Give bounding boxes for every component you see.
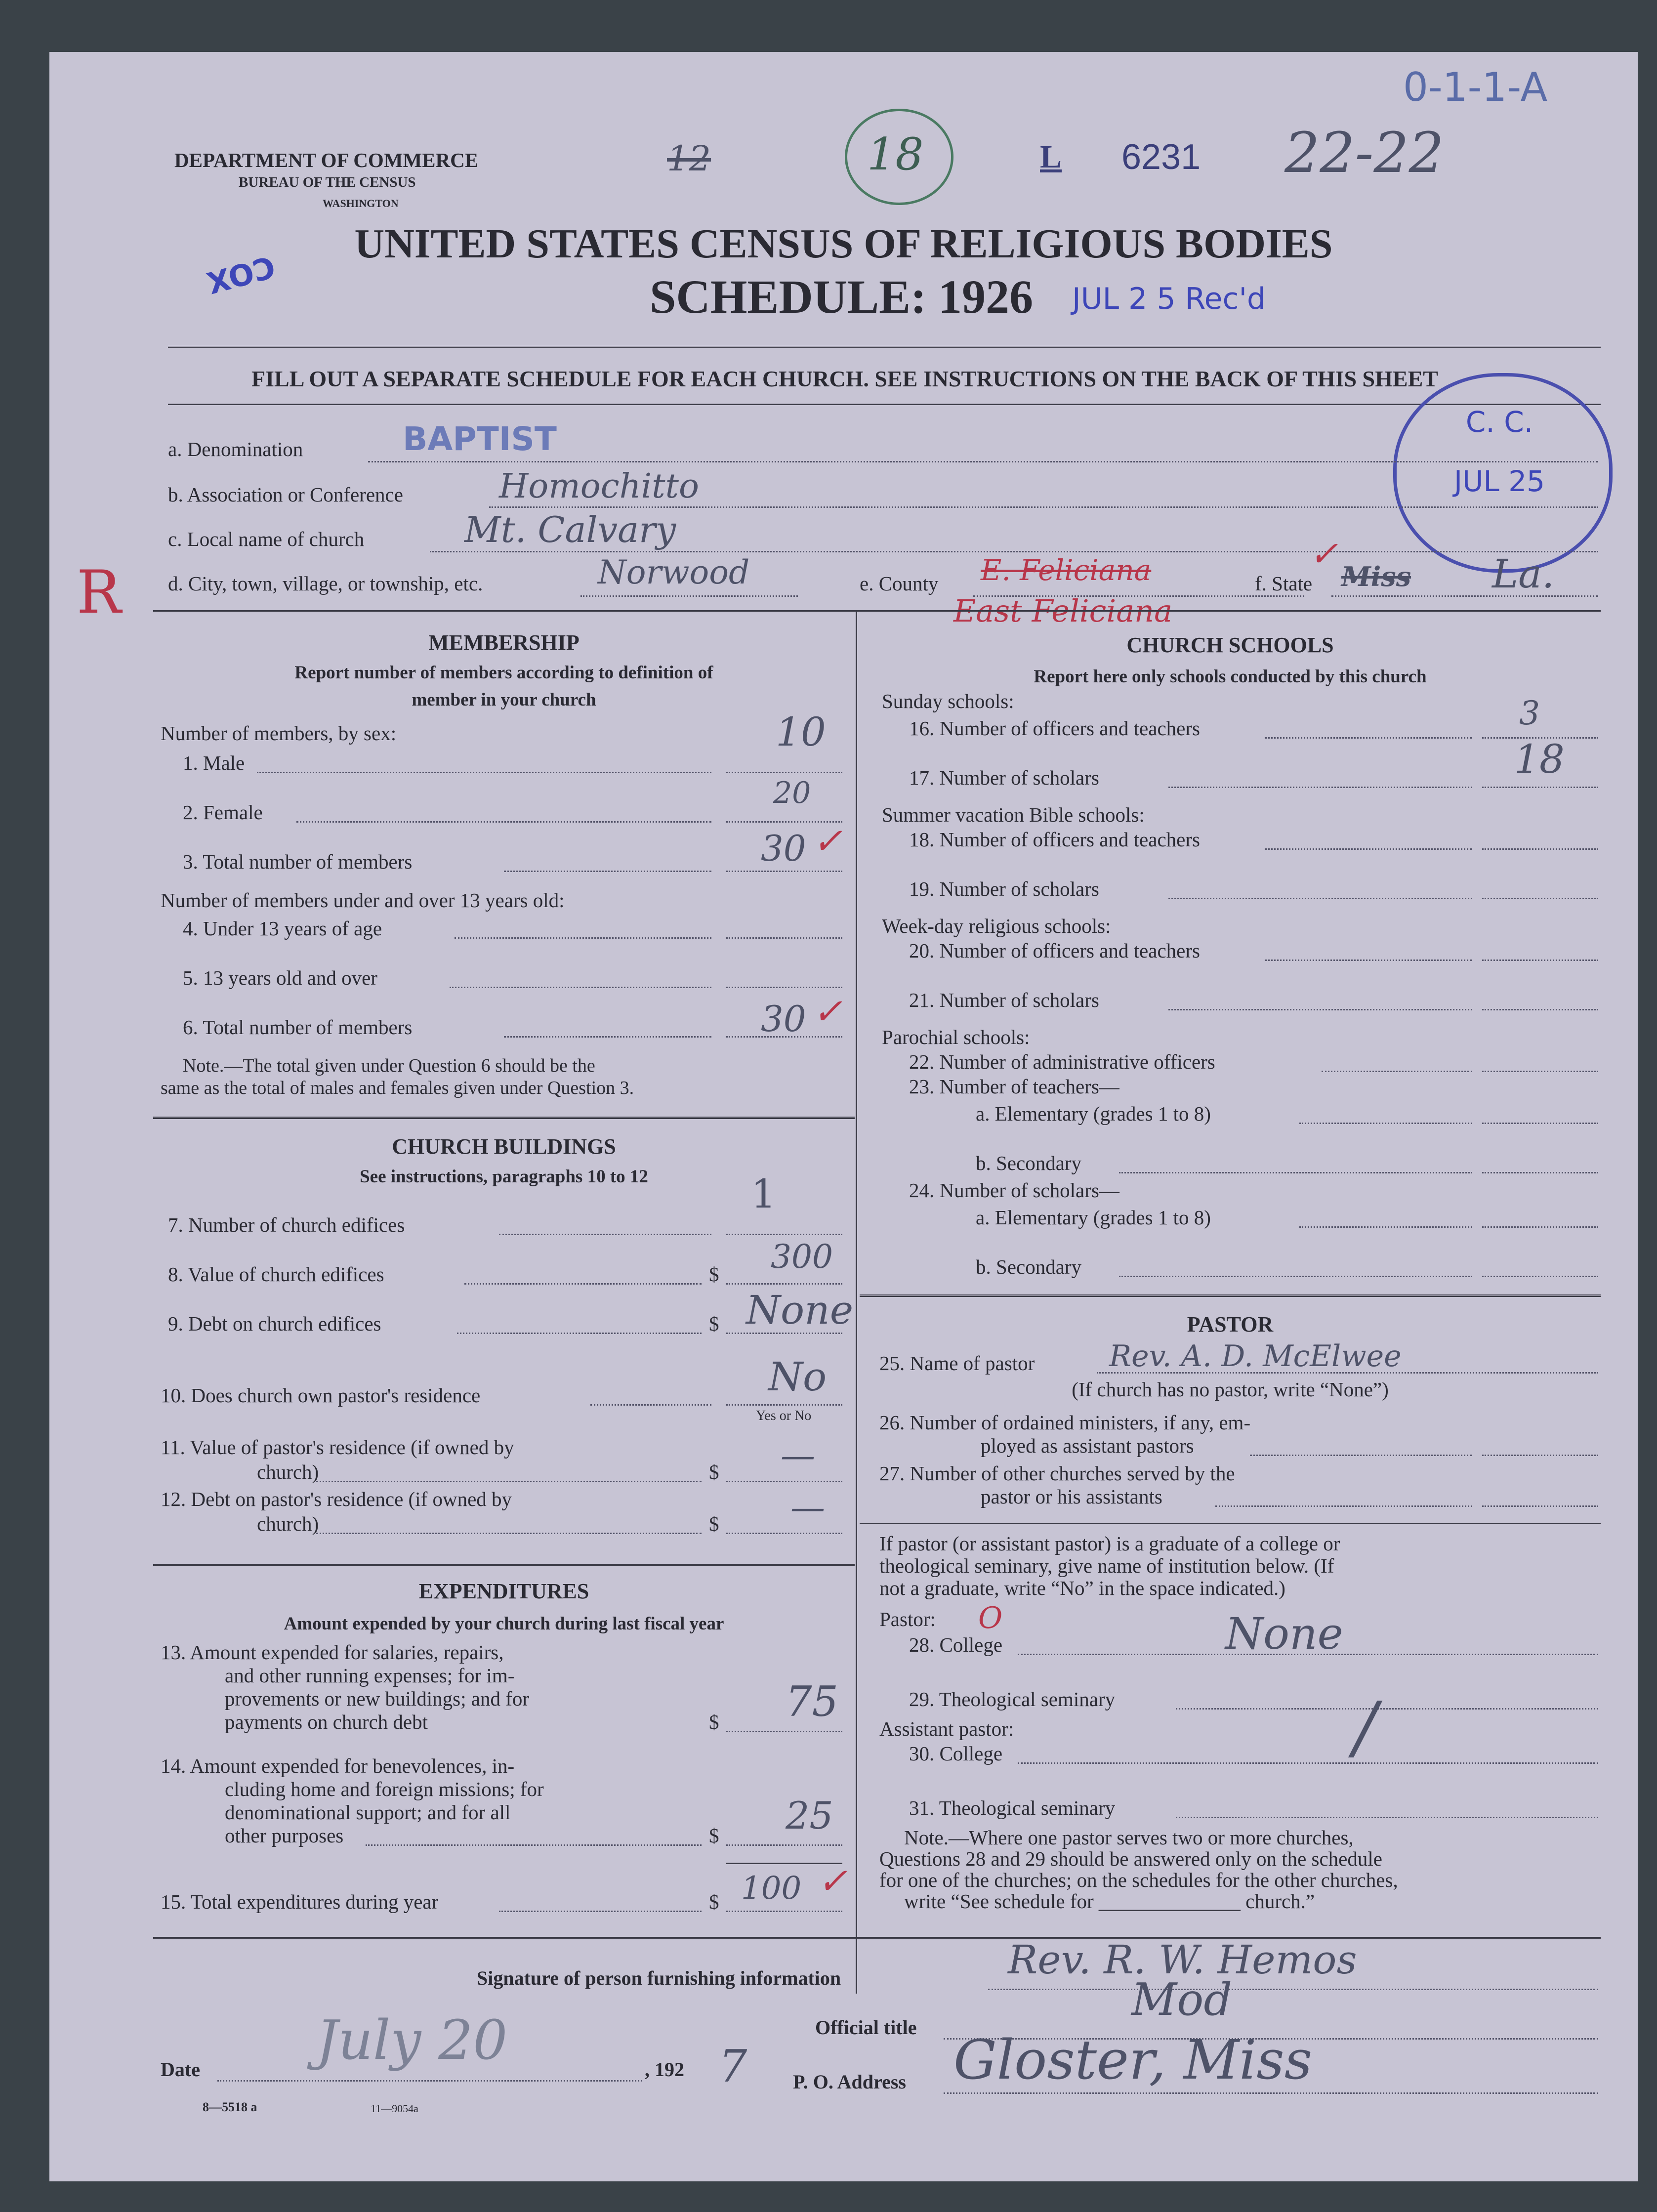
membership-intro-1: Report number of members according to definition of bbox=[294, 663, 713, 683]
buildings-intro: See instructions, paragraphs 10 to 12 bbox=[360, 1167, 648, 1187]
year-digit: 7 bbox=[719, 2041, 747, 2092]
q8-value: 300 bbox=[771, 1238, 833, 1276]
q8-answer-line bbox=[726, 1283, 842, 1285]
instruction-line: FILL OUT A SEPARATE SCHEDULE FOR EACH CHURCH. SEE INSTRUCTIONS ON THE BACK OF THIS SHEET bbox=[251, 366, 1438, 391]
q12-answer-line bbox=[726, 1533, 842, 1534]
received-stamp: JUL 2 5 Rec'd bbox=[1072, 282, 1266, 316]
q10-value: No bbox=[768, 1354, 827, 1400]
church-name-line bbox=[430, 551, 1598, 552]
date-value: July 20 bbox=[316, 2008, 508, 2072]
pastor-rule bbox=[860, 1523, 1601, 1524]
form-number: 6231 bbox=[1121, 137, 1201, 177]
q2-label: 2. Female bbox=[183, 801, 263, 824]
q14-value: 25 bbox=[786, 1794, 833, 1837]
q7-answer-line bbox=[726, 1234, 842, 1235]
date-label: Date bbox=[161, 2058, 200, 2081]
postal-stamp-top: C. C. bbox=[1465, 405, 1533, 439]
denomination-label: a. Denomination bbox=[168, 438, 303, 460]
city-name: WASHINGTON bbox=[323, 197, 399, 209]
q3-label: 3. Total number of members bbox=[183, 850, 413, 873]
pastor-note-2: Questions 28 and 29 should be answered only on the schedule bbox=[879, 1847, 1382, 1870]
q26-line bbox=[1250, 1455, 1472, 1456]
q12-label-a: 12. Debt on pastor's residence (if owned by bbox=[161, 1488, 512, 1510]
q17-label: 17. Number of scholars bbox=[909, 766, 1099, 789]
q30-label: 30. College bbox=[909, 1742, 1003, 1765]
instruction-rule bbox=[168, 404, 1601, 405]
schedule-year: SCHEDULE: 1926 bbox=[650, 270, 1034, 323]
identity-rule bbox=[153, 610, 1601, 612]
schools-intro: Report here only schools conducted by this church bbox=[1034, 667, 1427, 687]
q2-value: 20 bbox=[773, 776, 811, 810]
form-code: 8—5518 a bbox=[203, 2100, 257, 2114]
q13-value: 75 bbox=[786, 1677, 838, 1726]
struck-number: 12 bbox=[667, 138, 711, 179]
association-label: b. Association or Conference bbox=[168, 483, 403, 506]
q23a-line bbox=[1299, 1123, 1472, 1124]
pastor-heading: PASTOR bbox=[1187, 1312, 1274, 1336]
q9-dollar: $ bbox=[709, 1312, 719, 1335]
pastor-mark: O bbox=[978, 1601, 1003, 1635]
buildings-rule bbox=[153, 1564, 855, 1566]
q17-line bbox=[1168, 787, 1472, 788]
membership-heading: MEMBERSHIP bbox=[428, 630, 580, 655]
q20-label: 20. Number of officers and teachers bbox=[909, 939, 1200, 962]
pastor-note-4: write “See schedule for ______________ church.” bbox=[904, 1890, 1315, 1913]
q12-dollar: $ bbox=[709, 1512, 719, 1535]
q14-line bbox=[366, 1844, 702, 1846]
assistant-pastor-label: Assistant pastor: bbox=[879, 1717, 1014, 1740]
city-label: d. City, town, village, or township, etc. bbox=[168, 572, 483, 595]
q24b-line bbox=[1119, 1276, 1472, 1277]
expenditures-intro: Amount expended by your church during last fiscal year bbox=[284, 1614, 724, 1634]
q23b-label: b. Secondary bbox=[976, 1152, 1082, 1174]
q15-line bbox=[499, 1911, 702, 1912]
q27-line bbox=[1215, 1505, 1472, 1507]
q26-label-b: ployed as assistant pastors bbox=[981, 1434, 1194, 1457]
form-prefix: L bbox=[1040, 139, 1062, 175]
q11-label-a: 11. Value of pastor's residence (if owned by bbox=[161, 1436, 514, 1459]
q21-label: 21. Number of scholars bbox=[909, 989, 1099, 1011]
q21-line bbox=[1168, 1009, 1472, 1010]
expenditures-heading: EXPENDITURES bbox=[418, 1579, 589, 1603]
official-title-label: Official title bbox=[815, 2016, 917, 2039]
q12-value: — bbox=[790, 1487, 825, 1528]
q7-label: 7. Number of church edifices bbox=[168, 1213, 405, 1236]
q21-answer-line bbox=[1482, 1009, 1598, 1010]
q15-value: 100 bbox=[741, 1870, 802, 1907]
official-title-value: Mod bbox=[1131, 1974, 1232, 2026]
q23b-answer-line bbox=[1482, 1172, 1598, 1173]
signature-value: Rev. R. W. Hemos bbox=[1008, 1937, 1357, 1983]
summer-schools-label: Summer vacation Bible schools: bbox=[882, 803, 1145, 826]
census-schedule-sheet bbox=[49, 52, 1638, 2181]
q24a-label: a. Elementary (grades 1 to 8) bbox=[976, 1206, 1211, 1229]
q14-label-a: 14. Amount expended for benevolences, in- bbox=[161, 1754, 515, 1777]
print-code: 11—9054a bbox=[371, 2102, 418, 2115]
q7-line bbox=[499, 1234, 711, 1235]
q4-line bbox=[455, 937, 711, 939]
schools-rule bbox=[860, 1294, 1601, 1297]
county-struck-value: E. Feliciana bbox=[981, 553, 1152, 587]
q8-label: 8. Value of church edifices bbox=[168, 1263, 384, 1286]
q15-dollar: $ bbox=[709, 1890, 719, 1913]
q3-line bbox=[504, 871, 711, 872]
q12-line bbox=[316, 1533, 702, 1534]
q29-label: 29. Theological seminary bbox=[909, 1688, 1116, 1711]
county-label: e. County bbox=[860, 572, 939, 595]
members-by-age-label: Number of members under and over 13 years old: bbox=[161, 889, 565, 912]
q16-label: 16. Number of officers and teachers bbox=[909, 717, 1200, 740]
q29-line bbox=[1176, 1708, 1598, 1710]
q1-line bbox=[257, 772, 711, 773]
county-value: East Feliciana bbox=[953, 593, 1173, 629]
buildings-heading: CHURCH BUILDINGS bbox=[392, 1134, 616, 1159]
members-by-sex-label: Number of members, by sex: bbox=[161, 722, 397, 745]
q26-label-a: 26. Number of ordained ministers, if any, em- bbox=[879, 1411, 1251, 1434]
q19-answer-line bbox=[1482, 898, 1598, 899]
q13-label-c: provements or new buildings; and for bbox=[225, 1687, 530, 1710]
city-value: Norwood bbox=[598, 553, 750, 591]
q6-check: ✓ bbox=[813, 991, 843, 1032]
q13-label-d: payments on church debt bbox=[225, 1711, 428, 1733]
yes-or-no-hint: Yes or No bbox=[756, 1408, 812, 1423]
q31-line bbox=[1176, 1817, 1598, 1818]
pastor-note-1: Note.—Where one pastor serves two or more churches, bbox=[904, 1826, 1354, 1849]
q1-label: 1. Male bbox=[183, 751, 245, 774]
q23-label: 23. Number of teachers— bbox=[909, 1075, 1119, 1098]
q28-label: 28. College bbox=[909, 1633, 1003, 1656]
pastor-label: Pastor: bbox=[879, 1608, 936, 1630]
q19-line bbox=[1168, 898, 1472, 899]
q13-answer-line bbox=[726, 1731, 842, 1732]
q11-value: — bbox=[781, 1435, 815, 1476]
po-address-label: P. O. Address bbox=[793, 2071, 906, 2093]
q22-label: 22. Number of administrative officers bbox=[909, 1050, 1215, 1073]
year-prefix: , 192 bbox=[645, 2058, 684, 2081]
q6-value: 30 bbox=[761, 998, 806, 1040]
denomination-value: BAPTIST bbox=[403, 420, 557, 458]
sunday-schools-label: Sunday schools: bbox=[882, 690, 1014, 712]
signature-line bbox=[988, 1989, 1598, 1990]
weekday-schools-label: Week-day religious schools: bbox=[882, 915, 1111, 937]
membership-note-1: Note.—The total given under Question 6 should be the bbox=[183, 1055, 595, 1076]
q2-line bbox=[296, 821, 711, 823]
schools-heading: CHURCH SCHOOLS bbox=[1126, 633, 1334, 657]
q24-label: 24. Number of scholars— bbox=[909, 1179, 1119, 1202]
association-line bbox=[489, 506, 1598, 508]
membership-note-2: same as the total of males and females given under Question 3. bbox=[161, 1078, 634, 1098]
department-name: DEPARTMENT OF COMMERCE bbox=[174, 149, 479, 171]
q27-answer-line bbox=[1482, 1505, 1598, 1507]
q5-answer-line bbox=[726, 987, 842, 988]
q16-line bbox=[1265, 737, 1472, 739]
q17-answer-line bbox=[1482, 787, 1598, 788]
grad-text-3: not a graduate, write “No” in the space indicated.) bbox=[879, 1577, 1285, 1599]
q20-line bbox=[1265, 960, 1472, 961]
footer-rule bbox=[153, 1937, 1601, 1939]
signature-label: Signature of person furnishing information bbox=[477, 1967, 841, 1989]
postal-stamp-date: JUL 25 bbox=[1453, 464, 1545, 498]
q30-line bbox=[1018, 1762, 1598, 1764]
county-check: ✓ bbox=[1309, 534, 1338, 574]
q20-answer-line bbox=[1482, 960, 1598, 961]
grad-text-1: If pastor (or assistant pastor) is a graduate of a college or bbox=[879, 1532, 1340, 1555]
top-right-code: 0-1-1-A bbox=[1403, 64, 1548, 110]
r-mark: R bbox=[77, 558, 122, 627]
q31-label: 31. Theological seminary bbox=[909, 1796, 1116, 1819]
q15-check: ✓ bbox=[818, 1860, 848, 1902]
q28-value: None bbox=[1225, 1608, 1343, 1659]
form-title: UNITED STATES CENSUS OF RELIGIOUS BODIES bbox=[354, 221, 1333, 267]
q23a-label: a. Elementary (grades 1 to 8) bbox=[976, 1102, 1211, 1125]
q9-value: None bbox=[746, 1287, 854, 1333]
denomination-line bbox=[368, 461, 1598, 462]
q26-answer-line bbox=[1482, 1455, 1598, 1456]
state-value: La. bbox=[1492, 551, 1555, 597]
q10-label: 10. Does church own pastor's residence bbox=[161, 1384, 481, 1407]
q7-value: 1 bbox=[751, 1171, 776, 1217]
date-line bbox=[217, 2080, 642, 2082]
q24b-label: b. Secondary bbox=[976, 1255, 1082, 1278]
q1-value: 10 bbox=[776, 709, 826, 755]
membership-intro-2: member in your church bbox=[412, 690, 596, 710]
q4-label: 4. Under 13 years of age bbox=[183, 917, 382, 940]
q16-value: 3 bbox=[1519, 694, 1540, 732]
q10-answer-line bbox=[726, 1404, 842, 1406]
q14-dollar: $ bbox=[709, 1824, 719, 1847]
state-struck-value: Miss bbox=[1341, 561, 1411, 592]
q13-label-a: 13. Amount expended for salaries, repairs, bbox=[161, 1641, 504, 1664]
q4-answer-line bbox=[726, 937, 842, 939]
q29-value: / bbox=[1354, 1687, 1377, 1768]
q10-line bbox=[590, 1404, 711, 1406]
q17-value: 18 bbox=[1514, 736, 1565, 782]
po-address-value: Gloster, Miss bbox=[953, 2028, 1313, 2091]
city-line bbox=[580, 595, 798, 597]
q11-line bbox=[316, 1481, 702, 1482]
q25-value: Rev. A. D. McElwee bbox=[1109, 1339, 1402, 1374]
bureau-name: BUREAU OF THE CENSUS bbox=[239, 174, 416, 190]
q9-label: 9. Debt on church edifices bbox=[168, 1312, 381, 1335]
state-label: f. State bbox=[1255, 572, 1313, 595]
q1-answer-line bbox=[726, 772, 842, 773]
q19-label: 19. Number of scholars bbox=[909, 877, 1099, 900]
q15-answer-line bbox=[726, 1911, 842, 1912]
q24a-answer-line bbox=[1482, 1226, 1598, 1228]
q23b-line bbox=[1119, 1172, 1472, 1173]
q24b-answer-line bbox=[1482, 1276, 1598, 1277]
q8-dollar: $ bbox=[709, 1263, 719, 1286]
grad-text-2: theological seminary, give name of institution below. (If bbox=[879, 1554, 1334, 1577]
q3-value: 30 bbox=[761, 828, 806, 869]
q5-line bbox=[450, 987, 711, 988]
q3-answer-line bbox=[726, 871, 842, 872]
parochial-schools-label: Parochial schools: bbox=[882, 1026, 1030, 1048]
q13-label-b: and other running expenses; for im- bbox=[225, 1664, 515, 1687]
q6-line bbox=[504, 1036, 711, 1038]
q15-label: 15. Total expenditures during year bbox=[161, 1890, 439, 1913]
membership-rule bbox=[153, 1117, 855, 1119]
q25-label: 25. Name of pastor bbox=[879, 1352, 1035, 1375]
q18-answer-line bbox=[1482, 848, 1598, 850]
q6-label: 6. Total number of members bbox=[183, 1016, 413, 1039]
q25-note: (If church has no pastor, write “None”) bbox=[1072, 1378, 1389, 1401]
q13-dollar: $ bbox=[709, 1711, 719, 1733]
q18-line bbox=[1265, 848, 1472, 850]
header-rule bbox=[168, 346, 1601, 348]
q23a-answer-line bbox=[1482, 1123, 1598, 1124]
q11-answer-line bbox=[726, 1481, 842, 1482]
column-divider bbox=[856, 610, 857, 1994]
cox-stamp: COX bbox=[203, 249, 279, 300]
q14-label-b: cluding home and foreign missions; for bbox=[225, 1778, 544, 1800]
church-name-value: Mt. Calvary bbox=[464, 509, 676, 550]
q3-check: ✓ bbox=[813, 820, 843, 862]
q22-line bbox=[1322, 1071, 1472, 1072]
q14-label-c: denominational support; and for all bbox=[225, 1801, 511, 1824]
state-line bbox=[1331, 595, 1598, 597]
q9-line bbox=[457, 1333, 702, 1334]
church-name-label: c. Local name of church bbox=[168, 528, 365, 550]
q24a-line bbox=[1299, 1226, 1472, 1228]
q22-answer-line bbox=[1482, 1071, 1598, 1072]
q27-label-b: pastor or his assistants bbox=[981, 1485, 1162, 1508]
q11-label-b: church) bbox=[257, 1461, 319, 1483]
q5-label: 5. 13 years old and over bbox=[183, 966, 377, 989]
pastor-note-3: for one of the churches; on the schedules for the other churches, bbox=[879, 1869, 1398, 1891]
q14-answer-line bbox=[726, 1844, 842, 1846]
q12-label-b: church) bbox=[257, 1512, 319, 1535]
q27-label-a: 27. Number of other churches served by the bbox=[879, 1462, 1235, 1485]
q11-dollar: $ bbox=[709, 1461, 719, 1483]
q8-line bbox=[464, 1283, 702, 1285]
po-address-line bbox=[944, 2092, 1598, 2094]
handwritten-code: 22-22 bbox=[1284, 121, 1444, 185]
q18-label: 18. Number of officers and teachers bbox=[909, 828, 1200, 851]
association-value: Homochitto bbox=[499, 467, 699, 506]
q14-label-d: other purposes bbox=[225, 1824, 344, 1847]
circled-number: 18 bbox=[867, 128, 924, 180]
